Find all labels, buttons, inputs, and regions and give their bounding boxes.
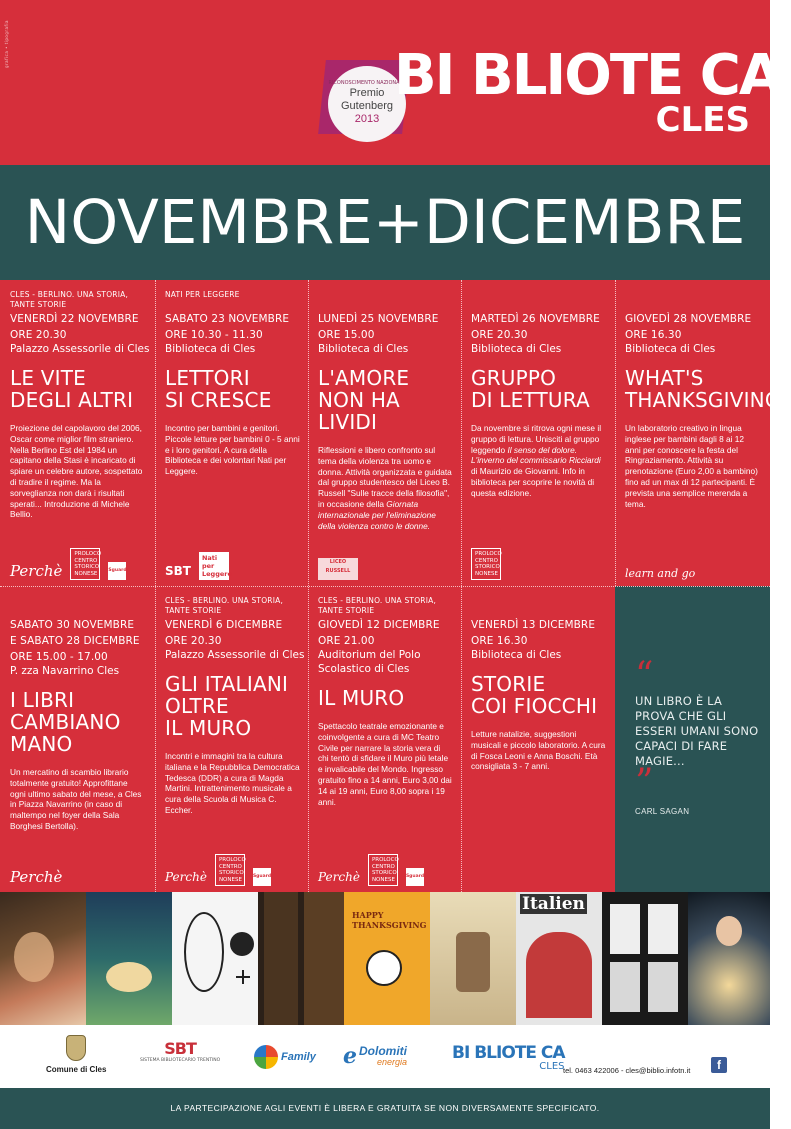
event-date: MARTEDÌ 26 NOVEMBRE xyxy=(471,313,600,325)
window-pane xyxy=(648,904,678,954)
facebook-link[interactable] xyxy=(711,1057,727,1073)
proloco-logo: PROLOCO CENTRO STORICO NONESE xyxy=(368,854,398,886)
sguardi-logo: Sguardi xyxy=(108,562,126,580)
vintage-illustration xyxy=(430,892,516,1025)
film-strip-photo xyxy=(258,892,344,1025)
event-time: ORE 16.30 xyxy=(471,635,528,647)
event-description: Un laboratorio creativo in lingua inglese per bambini dagli 8 ai 12 anni per conoscere la festa del Ringraziamento. Attività su prenotazione (Euro 2,00 a bambino) fino ad un max di 12 partecipanti. È prevista una semplice merenda a tema. xyxy=(625,423,758,509)
event-venue: Biblioteca di Cles xyxy=(625,343,716,355)
event-description xyxy=(471,423,606,499)
event-card xyxy=(615,280,791,586)
event-card xyxy=(155,280,308,586)
event-logos xyxy=(165,550,232,580)
event-title xyxy=(625,366,791,412)
award-year: 2013 xyxy=(354,113,380,125)
family-logo-icon xyxy=(254,1045,278,1069)
face-outline-shape xyxy=(184,912,224,992)
comune-label: Comune di Cles xyxy=(46,1065,107,1074)
event-description xyxy=(318,445,453,531)
event-date: VENERDÌ 22 NOVEMBRE xyxy=(10,313,139,325)
magic-book-photo xyxy=(688,892,770,1025)
perche-logo: Perchè xyxy=(10,562,63,580)
nati-per-leggere-logo: Nati per Leggere xyxy=(199,552,229,580)
event-title-line: NON HA xyxy=(318,388,400,412)
event-title-line: GLI ITALIANI xyxy=(165,672,289,696)
event-series xyxy=(625,290,770,310)
sbt-logo: SBT xyxy=(165,564,191,578)
italien-cover xyxy=(516,892,602,1025)
quote-close-icon: ” xyxy=(635,762,654,803)
event-venue: Palazzo Assessorile di Cles xyxy=(10,343,150,355)
library-logo: BI BLIOTE CA xyxy=(394,43,781,108)
event-title-line: SI CRESCE xyxy=(165,388,272,412)
event-title xyxy=(318,367,461,433)
perche-logo: Perchè xyxy=(10,868,63,886)
perche-logo: Perchè xyxy=(318,870,360,884)
event-title-line: IL MURO xyxy=(318,686,405,710)
sguardi-logo: Sguardi xyxy=(253,868,271,886)
footer-note: LA PARTECIPAZIONE AGLI EVENTI È LIBERA E GRATUITA SE NON DIVERSAMENTE SPECIFICATO. xyxy=(0,1088,770,1129)
child-face-shape xyxy=(14,932,54,982)
event-description-italic: Giornata internazionale per l'eliminazione della violenza contro le donne. xyxy=(318,498,436,531)
window-pane xyxy=(648,962,678,1012)
event-date: VENERDÌ 13 DICEMBRE xyxy=(471,619,596,631)
event-card xyxy=(155,586,308,892)
event-series: CLES - BERLINO. UNA STORIA, TANTE STORIE xyxy=(165,596,284,615)
event-time: ORE 15.00 xyxy=(318,329,375,341)
event-time: ORE 15.00 - 17.00 xyxy=(10,651,108,663)
event-title xyxy=(318,687,461,709)
event-logos xyxy=(10,550,129,580)
dolomiti-main: Dolomiti xyxy=(359,1044,407,1058)
contact-line xyxy=(563,1066,690,1075)
event-time: ORE 20.30 xyxy=(471,329,528,341)
sbt-sponsor xyxy=(140,1039,220,1063)
library-sponsor-city: CLES xyxy=(539,1061,565,1072)
event-description: Spettacolo teatrale emozionante e coinvolgente a cura di MC Teatro Civile per narrare la storia vera di chi tentò di sfidare il Muro più letale e invalicabile del Mondo. Ingresso gratuito fino a 14 anni, Euro 3,00 dai 14 ai 19 anni, Euro 8,00 sopra i 19 anni. xyxy=(318,721,452,807)
proloco-logo: PROLOCO CENTRO STORICO NONESE xyxy=(471,548,501,580)
event-grid xyxy=(0,280,791,892)
event-title-line: LETTORI xyxy=(165,366,250,390)
sguardi-logo: Sguardi xyxy=(406,868,424,886)
learn-and-go-logo: learn and go xyxy=(625,567,696,580)
event-title-line: GRUPPO xyxy=(471,366,557,390)
illustration-photo xyxy=(86,892,172,1025)
event-description-text: di Maurizio de Giovanni. Info in biblioteca per scoprire le novità di questa edizione. xyxy=(471,466,595,498)
award-small-text: RICONOSCIMENTO NAZIONALE xyxy=(328,80,406,86)
event-time: ORE 20.30 xyxy=(165,635,222,647)
event-description: Proiezione del capolavoro del 2006, Oscar come miglior film straniero. Nella Berlino Est del 1984 un capitano della Stasi è incaricato di spiare un celebre autore, sospettato di tradire il regime. Ma la sorveglianza non darà i risultati sperati... Introduzione di Michele Bellio. xyxy=(10,423,143,520)
library-sponsor-logo: BI BLIOTE CA xyxy=(452,1043,565,1063)
event-time: ORE 21.00 xyxy=(318,635,375,647)
dolomiti-e-icon: e xyxy=(343,1043,357,1069)
event-title-line: L'AMORE xyxy=(318,366,410,390)
event-title xyxy=(165,673,308,739)
award-prize-line1: Premio xyxy=(349,87,385,99)
event-date: VENERDÌ 6 DICEMBRE xyxy=(165,619,283,631)
event-date: GIOVEDÌ 28 NOVEMBRE xyxy=(625,313,752,325)
event-title xyxy=(10,367,155,411)
event-logos xyxy=(471,550,501,580)
event-venue: P. zza Navarrino Cles xyxy=(10,665,120,677)
event-description: Un mercatino di scambio librario totalmente gratuito! Approfittane ogni ultimo sabato del mese, a Cles in Piazza Navarrino (in caso di maltempo nel foyer della Sala Borghesi Bertolla). xyxy=(10,767,142,831)
wall-illustration xyxy=(172,892,258,1025)
event-date-2: E SABATO 28 DICEMBRE xyxy=(10,635,140,647)
event-series xyxy=(471,290,615,310)
event-card xyxy=(0,280,155,586)
dolomiti-wordmark xyxy=(359,1045,407,1067)
event-description: Incontro per bambini e genitori. Piccole letture per bambini 0 - 5 anni e i loro genitori. A cura della Biblioteca e dei volontari Nati per Leggere. xyxy=(165,423,300,477)
sbt-sponsor-logo: SBT xyxy=(164,1039,196,1058)
window-photo xyxy=(602,892,688,1025)
quote-text: UN LIBRO È LA PROVA CHE GLI ESSERI UMANI SONO CAPACI DI FARE MAGIE... xyxy=(635,694,759,768)
award-prize-line2: Gutenberg xyxy=(341,100,393,112)
event-title xyxy=(10,689,155,755)
event-venue: Biblioteca di Cles xyxy=(318,343,409,355)
event-title-line: I LIBRI xyxy=(10,688,75,712)
quote-card xyxy=(615,586,770,892)
event-logos xyxy=(318,856,424,886)
event-series: CLES - BERLINO. UNA STORIA, TANTE STORIE xyxy=(318,596,437,615)
comune-crest-icon xyxy=(66,1035,86,1061)
event-date: GIOVEDÌ 12 DICEMBRE xyxy=(318,619,440,631)
event-title-line: DEGLI ALTRI xyxy=(10,388,134,412)
event-series: CLES - BERLINO. UNA STORIA, TANTE STORIE xyxy=(10,290,129,309)
event-time: ORE 10.30 - 11.30 xyxy=(165,329,263,341)
thanksgiving-text: HAPPY THANKSGIVING xyxy=(352,910,427,930)
event-date: SABATO 23 NOVEMBRE xyxy=(165,313,290,325)
event-card xyxy=(308,586,461,892)
perche-logo: Perchè xyxy=(165,870,207,884)
event-description-text: Da novembre si ritrova ogni mese il gruppo di lettura. Unisciti al gruppo leggendo xyxy=(471,423,602,455)
event-title xyxy=(165,367,308,411)
event-series: NATI PER LEGGERE xyxy=(165,290,240,299)
event-date: SABATO 30 NOVEMBRE xyxy=(10,619,135,631)
event-title-line: COI FIOCCHI xyxy=(471,694,598,718)
event-description: Incontri e immagini tra la cultura italiana e la Repubblica Democratica Tedesca (DDR) a cura di Magda Martini. Intrattenimento musicale a cura della Scuola di Musica C. Eccher. xyxy=(165,751,300,815)
thanksgiving-photo xyxy=(344,892,430,1025)
divider xyxy=(615,280,616,586)
sponsor-bar xyxy=(0,1025,770,1088)
sleeping-child-shape xyxy=(106,962,152,992)
photo-strip xyxy=(0,892,770,1025)
event-series xyxy=(471,596,615,616)
snoopy-shape xyxy=(366,950,402,986)
event-logos xyxy=(10,856,62,886)
event-title-line: THANKSGIVING? xyxy=(625,388,791,412)
event-title-line: IL MURO xyxy=(165,716,252,740)
event-title-line: CAMBIANO xyxy=(10,710,121,734)
family-label: Family xyxy=(281,1051,316,1063)
facebook-icon[interactable]: f xyxy=(711,1057,727,1073)
header-banner xyxy=(0,0,781,165)
italien-text: Italien xyxy=(522,894,585,914)
proloco-logo: PROLOCO CENTRO STORICO NONESE xyxy=(215,854,245,886)
event-venue: Auditorium del Polo xyxy=(318,649,421,661)
library-sponsor xyxy=(452,1045,565,1072)
dolomiti-sub: energia xyxy=(376,1057,407,1067)
event-logos xyxy=(318,550,358,580)
window-pane xyxy=(610,962,640,1012)
child-face-shape xyxy=(716,916,742,946)
dolomiti-sponsor xyxy=(343,1043,407,1069)
contact-info[interactable]: tel. 0463 422006 - cles@biblio.infotn.it xyxy=(563,1066,691,1075)
event-card xyxy=(308,280,461,586)
event-logos xyxy=(165,856,271,886)
divider xyxy=(0,586,770,587)
reading-child-photo xyxy=(0,892,86,1025)
event-title-line: DI LETTURA xyxy=(471,388,590,412)
event-venue: Palazzo Assessorile di Cles xyxy=(165,649,305,661)
window-pane xyxy=(610,904,640,954)
liceo-russell-logo: LICEO RUSSELL xyxy=(318,558,358,580)
event-title-line: WHAT'S xyxy=(625,366,704,390)
event-venue: Biblioteca di Cles xyxy=(471,343,562,355)
figure-shape xyxy=(456,932,490,992)
page-title: NOVEMBRE+DICEMBRE xyxy=(24,187,746,258)
event-time: ORE 20.30 xyxy=(10,329,67,341)
event-series xyxy=(318,290,461,310)
event-title-line: OLTRE xyxy=(165,694,229,718)
event-title-line: MANO xyxy=(10,732,73,756)
event-title-line: LE VITE xyxy=(10,366,86,390)
proloco-logo: PROLOCO CENTRO STORICO NONESE xyxy=(70,548,100,580)
library-city: CLES xyxy=(655,100,750,140)
event-time: ORE 16.30 xyxy=(625,329,682,341)
event-description-text: Riflessioni e libero confronto sul tema della violenza tra uomo e donna. Attività organizzata e guidata dal gruppo studentesco del Liceo B. Russell "Sulle tracce della filosofia", in occasione della xyxy=(318,445,452,509)
dark-circle-shape xyxy=(230,932,254,956)
event-venue-2: Scolastico di Cles xyxy=(318,663,410,675)
event-description-italic: Il senso del dolore. L'inverno del commissario Ricciardi xyxy=(471,444,601,466)
event-venue: Biblioteca di Cles xyxy=(165,343,256,355)
event-card xyxy=(461,280,615,586)
quote-open-icon: “ xyxy=(635,655,654,696)
event-date: LUNEDÌ 25 NOVEMBRE xyxy=(318,313,439,325)
event-title-line: STORIE xyxy=(471,672,546,696)
quote-author: CARL SAGAN xyxy=(635,807,690,816)
comune-sponsor xyxy=(46,1035,106,1074)
event-series xyxy=(10,596,155,616)
vertical-credit: grafica • tipografia xyxy=(4,20,9,68)
event-title-line: LIVIDI xyxy=(318,410,378,434)
family-sponsor xyxy=(254,1045,316,1069)
event-card xyxy=(461,586,615,892)
event-venue: Biblioteca di Cles xyxy=(471,649,562,661)
cross-post xyxy=(242,970,244,984)
event-card xyxy=(0,586,155,892)
woman-figure-shape xyxy=(526,932,592,1018)
event-logos xyxy=(625,550,695,580)
event-description: Letture natalizie, suggestioni musicali e piccolo laboratorio. A cura di Fosca Leoni e Anna Boschi. Età consigliata 3 - 7 anni. xyxy=(471,729,606,772)
event-title xyxy=(471,367,615,411)
event-title xyxy=(471,673,615,717)
sbt-sponsor-sub: SISTEMA BIBLIOTECARIO TRENTINO xyxy=(140,1058,221,1063)
